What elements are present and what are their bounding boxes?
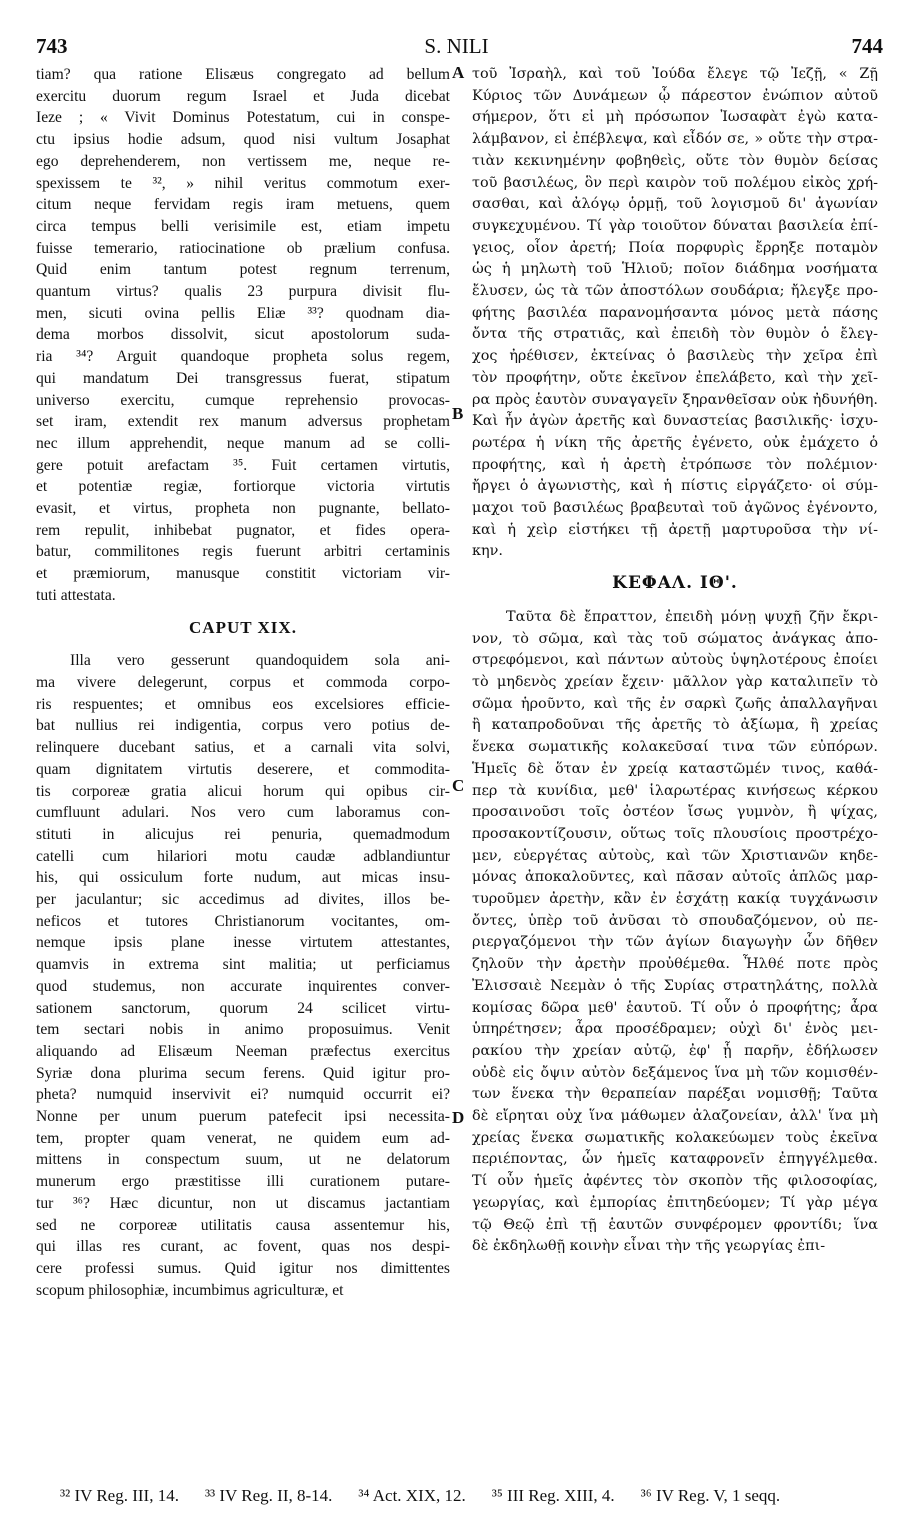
text-line: σήμερον, ὅτι εἰ μὴ πρόσωπον Ἰωσαφὰτ ἐγὼ κατα- bbox=[472, 109, 878, 126]
text-line: batur, commilitones regis fuerunt arbitri certaminis bbox=[36, 543, 450, 561]
page-number-left: 743 bbox=[36, 34, 68, 58]
text-line: Ἡμεῖς δὲ ὅταν ἐν χρείᾳ καταστῶμέν τινος, καθά- bbox=[472, 760, 878, 777]
text-line: quam dignitatem virtutis deserere, et commodita- bbox=[36, 760, 450, 778]
margin-letter-b: B bbox=[452, 404, 464, 423]
text-line: τοῦ βασιλέως, ὃν περὶ καιρὸν τοῦ πολέμου εἰκὸς χρή- bbox=[472, 174, 878, 191]
text-line: aliquando ad Elisæum Neeman præfectus exercitus bbox=[36, 1042, 450, 1060]
latin-paragraph-1 bbox=[36, 64, 450, 607]
text-line: fuisse temerario, ratiocinatione ob prælium confusa. bbox=[36, 239, 450, 257]
text-line: ριεργαζόμενοι τὴν τῶν ἁγίων διαγωγὴν ὧν δῆθεν bbox=[472, 934, 878, 951]
text-line: gere potuit arefactam ³⁵. Fuit certamen virtutis, bbox=[36, 456, 450, 474]
text-line: cumfluunt adulari. Nos vero cum laboramus con- bbox=[36, 804, 450, 822]
text-line: κην. bbox=[472, 543, 503, 560]
text-line: σασθαι, καὶ ἀλόγῳ ὁρμῇ, τοῦ λογισμοῦ δι' ἀγωνίαν bbox=[472, 196, 878, 213]
text-line: ἤργει ὁ ἀγωνιστὴς, καὶ ἡ πίστις εἰργάζετο· οἱ σύμ- bbox=[472, 478, 878, 495]
greek-paragraph-2 bbox=[472, 607, 878, 1258]
footnote: ³² IV Reg. III, 14. bbox=[60, 1486, 179, 1505]
text-line: sed ne corporeæ utilitatis causa assentemur his, bbox=[36, 1216, 450, 1234]
text-line: τὸν προφήτην, οὔτε ἐκεῖνον ἐπελάβετο, καὶ τὴν χεῖ- bbox=[472, 369, 878, 386]
footnote: ³³ IV Reg. II, 8-14. bbox=[204, 1486, 333, 1505]
text-line: τοῦ Ἰσραὴλ, καὶ τοῦ Ἰούδα ἔλεγε τῷ Ἰεζῇ, « Ζῇ bbox=[472, 66, 878, 82]
text-line: στρεφόμενοι, καὶ πάντων αὐτοὺς ὑψηλοτέρους ἐποίει bbox=[472, 652, 878, 669]
text-line: tis corporeæ gratia alicui horum qui opibus cir- bbox=[36, 782, 450, 800]
latin-column bbox=[36, 64, 450, 1301]
text-line: et potentiæ regiæ, fortiorque victoria virtutis bbox=[36, 478, 450, 496]
text-line: catelli cum hilariori motu caudæ adblandiuntur bbox=[36, 847, 450, 865]
text-line: evasit, et virtus, propheta non pugnante, bellato- bbox=[36, 500, 450, 518]
text-line: Ταῦτα δὲ ἔπραττον, ἐπειδὴ μόνῃ ψυχῇ ζῆν ἔκρι- bbox=[506, 608, 878, 625]
text-line: cere professi sumus. Quid igitur nos dimittentes bbox=[36, 1259, 450, 1277]
text-line: σῶμα ἡροῦντο, καὶ τῆς ἐν σαρκὶ ζωῆς ἀπαλλαγῆναι bbox=[472, 695, 878, 712]
text-line: δὲ εἴρηται οὐχ ἵνα μάθωμεν ἀλαζονείαν, ἀλλ' ἵνα μὴ bbox=[472, 1108, 878, 1125]
text-line: tuti attestata. bbox=[36, 586, 116, 604]
text-line: ρακίου τὴν χρείαν αὐτῷ, ἐφ' ᾗ παρῆν, ἐδήλωσεν bbox=[472, 1042, 878, 1059]
text-line: ma vivere delegerunt, corpus et commoda corpo- bbox=[36, 673, 450, 691]
text-line: περ τὰ κυνίδια, μεθ' ἱλαρωτέρας κινήσεως κέρκου bbox=[472, 782, 878, 799]
greek-column bbox=[472, 64, 878, 1258]
text-line: nec illum apprehendit, neque manum ad se colli- bbox=[36, 434, 450, 452]
text-line: relinquere ducebant satius, et a carnali vita solvi, bbox=[36, 739, 450, 757]
text-line: ego deprehenderem, non vertissem me, neque re- bbox=[36, 152, 450, 170]
text-line: his, qui ossiculum forte nudum, aut micas insu- bbox=[36, 869, 450, 887]
greek-chapter-heading: ΚΕΦΑΛ. ΙΘ'. bbox=[612, 573, 738, 594]
text-line: Nonne per unum puerum patefecit ipsi necessita- bbox=[36, 1108, 450, 1126]
text-line: τὸ μηδενὸς χρείαν ἔχειν· μᾶλλον γὰρ καταλιπεῖν τὸ bbox=[472, 673, 878, 690]
text-line: circa tempus belli verisimile est, etiam impetu bbox=[36, 217, 450, 235]
text-line: δὲ ἐκδηλωθῇ κοινὴν εἶναι τὴν τῆς γεωργίας ἐπι- bbox=[472, 1238, 826, 1255]
text-line: bat nullius rei indigentia, corpus vero potius de- bbox=[36, 717, 450, 735]
footnotes bbox=[60, 1486, 870, 1506]
text-line: οὐδὲ εἰς ὄψιν αὐτὸν δεξάμενος ἵνα μὴ τῶν κομισθέν- bbox=[472, 1064, 878, 1081]
text-line: ἕνεκα σωματικῆς κολακεῦσαί τινα τῶν εὐπόρων. bbox=[472, 739, 878, 756]
text-line: spexissem te ³², » nihil veritus commotum exer- bbox=[36, 174, 450, 192]
text-line: νον, τὸ σῶμα, καὶ τὰς τοῦ σώματος ἀνάγκας ἀπο- bbox=[472, 630, 878, 647]
text-line: tem sectari nobis in animo proposuimus. Venit bbox=[36, 1021, 450, 1039]
footnote: ³⁴ Act. XIX, 12. bbox=[358, 1486, 466, 1505]
text-line: munerum ergo præstitisse illi curationem putare- bbox=[36, 1173, 450, 1191]
text-line: Quid enim tantum potest regnum terrenum, bbox=[36, 261, 450, 279]
text-line: γειος, οἷον ἀρετή; Ποία πορφυρὶς ἔρρηξε ποταμὸν bbox=[472, 239, 878, 256]
text-line: ἔλυσεν, ὡς τὰ τῶν ἀποστόλων σουδάρια; ἤλεγξε προ- bbox=[472, 283, 878, 300]
text-line: ὡς ἡ μηλωτὴ τοῦ Ἡλιοῦ; ποῖον διάδημα νοσήματα bbox=[472, 261, 878, 278]
text-line: προσαινοῦσι τοῖς ὀστέον ἴσως γυμνὸν, ἢ ψίχας, bbox=[472, 804, 878, 821]
text-line: ζηλοῦν τὴν ἀρετὴν προὐθέμεθα. Ἦλθέ ποτε πρὸς bbox=[472, 956, 878, 973]
text-line: ris respuentes; et omnibus eos excelsiores efficie- bbox=[36, 695, 450, 713]
text-line: tur ³⁶? Hæc dicuntur, non ut discamus jactantiam bbox=[36, 1194, 450, 1212]
text-line: dema morbos dissolvit, sicut apostolorum suda- bbox=[36, 326, 450, 344]
text-line: quamvis in extrema sint malitia; ut perficiamus bbox=[36, 956, 450, 974]
text-line: ἢ καταπροδοῦναι τῆς ἀρετῆς τὸ ἀξίωμα, ἢ χρείας bbox=[472, 717, 878, 734]
text-line: προφήτης, καὶ ἡ ἀρετὴ ἐτρόπωσε τὸν πολέμιον· bbox=[472, 456, 878, 473]
text-line: Καὶ ἦν ἀγὼν ἀρετῆς καὶ δυναστείας βασιλικῆς· ἰσχυ- bbox=[472, 413, 878, 430]
text-line: Τί οὖν ἡμεῖς ἀφέντες τὸν σκοπὸν τῆς φιλοσοφίας, bbox=[472, 1173, 878, 1190]
text-line: scopum philosophiæ, incumbimus agriculturæ, et bbox=[36, 1281, 344, 1299]
text-line: quantum virtus? qualis 23 purpura divisit flu- bbox=[36, 283, 450, 301]
text-line: neficos et tutores Christianorum vocitantes, om- bbox=[36, 912, 450, 930]
text-line: mittens in conspectum suum, ut ne delatorum bbox=[36, 1151, 450, 1169]
text-line: τῷ Θεῷ ἐπὶ τῇ ἑαυτῶν συνφέρομεν φροντίδι; ἵνα bbox=[472, 1216, 878, 1233]
text-line: ὄντες, ὑπὲρ τοῦ ἀνῦσαι τὸ σπουδαζόμενον, οὐ πε- bbox=[472, 912, 878, 929]
text-line: stituti in alicujus rei penuria, quemadmodum bbox=[36, 825, 450, 843]
text-line: ὄντα τῆς στρατιᾶς, καὶ ἐπειδὴ τὸν θυμὸν ὁ ἔλεγ- bbox=[472, 326, 878, 343]
text-line: μαχοι τοῦ βασιλέως βραβευταὶ τοῦ ἀγῶνος ἐγένοντο, bbox=[472, 500, 878, 517]
text-line: sationem sanctorum, quorum 24 scilicet virtu- bbox=[36, 999, 450, 1017]
text-line: et præmiorum, manusque constitit victoriam vir- bbox=[36, 565, 450, 583]
footnote: ³⁶ IV Reg. V, 1 seqq. bbox=[640, 1486, 781, 1505]
text-line: Κύριος τῶν Δυνάμεων ᾧ πάρεστον ἐνώπιον αὐτοῦ bbox=[472, 87, 878, 104]
text-line: tem, propter quam venerat, ne quidem eum ad- bbox=[36, 1129, 450, 1147]
text-line: Ieze ; « Vivit Dominus Potestatum, cui in conspe- bbox=[36, 109, 450, 127]
text-line: ρα πρὸς ἑαυτὸν συναγαγεῖν ξηρανθεῖσαν οὐκ ἠδυνήθη. bbox=[472, 391, 878, 408]
text-line: exercitu duorum regum Israel et Juda dicebat bbox=[36, 87, 450, 105]
text-line: set iram, extendit rex manum adversus prophetam bbox=[36, 413, 450, 431]
latin-chapter-heading: CAPUT XIX. bbox=[189, 617, 297, 637]
text-line: μόνας ἀποκαλοῦντες, καὶ πᾶσαν αὐτοῖς ἁπλῶς μαρ- bbox=[472, 869, 878, 886]
text-line: των ἕνεκα τὴν θεραπείαν παρέξαι νομισθῇ; Ταῦτα bbox=[472, 1086, 878, 1103]
text-line: citum neque fervidam regis iram metuens, quem bbox=[36, 196, 450, 214]
text-line: φήτης βασιλέα παρανομήσαντα μόνος μετὰ πάσης bbox=[472, 304, 878, 321]
text-line: ria ³⁴? Arguit quandoque propheta solus regem, bbox=[36, 348, 450, 366]
text-line: χος ἠρέθισεν, ἐκτείνας ὁ βασιλεὺς τὴν χεῖρα ἐπὶ bbox=[472, 348, 878, 365]
running-title: S. NILI bbox=[424, 34, 489, 58]
text-line: rem repulit, inhibebat pugnator, et fides opera- bbox=[36, 521, 450, 539]
text-line: tiam? qua ratione Elisæus congregato ad bellum bbox=[36, 66, 450, 83]
text-line: συγκεχυμένου. Τί γὰρ τοιοῦτον δύναται βασιλεία ἐπί- bbox=[472, 217, 878, 234]
text-line: pheta? numquid inservivit ei? numquid occurrit ei? bbox=[36, 1086, 450, 1104]
latin-paragraph-2 bbox=[36, 650, 450, 1301]
text-line: Illa vero gesserunt quandoquidem sola ani- bbox=[70, 652, 450, 670]
text-line: γεωργίας, καὶ ἐμπορίας ἐπιτηδεύομεν; Τί γὰρ μέγα bbox=[472, 1194, 878, 1211]
page-number-right: 744 bbox=[851, 34, 883, 58]
text-line: ρωτέρα ἡ νίκη τῆς ἀρετῆς ἐγένετο, οὐκ ἐμάχετο ὁ bbox=[472, 434, 878, 451]
text-line: Ἐλισσαιὲ Νεεμὰν ὁ τῆς Συρίας στρατηλάτης, πολλὰ bbox=[472, 977, 878, 994]
text-line: Syriæ dona plurima secum ferens. Quid igitur pro- bbox=[36, 1064, 450, 1082]
text-line: ctu ipsius hodie adsum, quod nisi vultum Josaphat bbox=[36, 131, 450, 149]
text-line: περιέποντας, ὧν ἡμεῖς καταφρονεῖν ἐπηγγέλμεθα. bbox=[472, 1151, 878, 1168]
margin-letter-a: A bbox=[452, 63, 465, 82]
text-line: κομίσας δῶρα μεθ' ἑαυτοῦ. Τί οὖν ὁ προφήτης; ἆρα bbox=[472, 999, 878, 1016]
text-line: quod studemus, non accurate inquirentes conver- bbox=[36, 977, 450, 995]
greek-paragraph-1 bbox=[472, 64, 878, 563]
text-line: μεν, εὐεργέτας αὐτοὺς, καὶ τῶν Χριστιανῶν κηδε- bbox=[472, 847, 878, 864]
text-line: men, sicuti ovina pellis Eliæ ³³? quodnam dia- bbox=[36, 304, 450, 322]
text-line: προσακοντίζουσιν, οὕτως τοῖς πλουσίοις προστρέχο- bbox=[472, 825, 878, 842]
text-line: nemque ipsis plane inesse virtutem attestantes, bbox=[36, 934, 450, 952]
text-line: universo exercitu, cumque reprehensio provocas- bbox=[36, 391, 450, 409]
margin-letter-d: D bbox=[452, 1108, 465, 1127]
footnote: ³⁵ III Reg. XIII, 4. bbox=[491, 1486, 615, 1505]
text-line: τιὰν κεκινημένην φοβηθεὶς, οὔτε τὸν θυμὸν δείσας bbox=[472, 152, 878, 169]
text-line: per jaculantur; sic accedimus ad divites, illos be- bbox=[36, 891, 450, 909]
text-line: qui illas res curant, ac fovent, quas nos despi- bbox=[36, 1238, 450, 1256]
text-line: τυροῦμεν ἀρετὴν, κἂν ἐν ἐσχάτῃ κακίᾳ τυγχάνωσιν bbox=[472, 891, 878, 908]
text-line: λάμβανον, εἰ ἐπέβλεψα, καὶ εἶδόν σε, » οὔτε τὴν στρα- bbox=[472, 131, 878, 148]
page-header bbox=[0, 34, 913, 64]
text-line: καὶ ἡ χεὶρ εἱστήκει τῇ ἀρετῇ μαρτυροῦσα τὴν νί- bbox=[472, 521, 878, 538]
margin-letter-c: C bbox=[452, 776, 465, 795]
text-line: qui mandatum Dei transgressus fuerat, stipatum bbox=[36, 369, 450, 387]
text-line: ὑπηρέτησεν; ἆρα προσέδραμεν; οὐχὶ δι' ἑνὸς μει- bbox=[472, 1021, 878, 1038]
text-line: χρείας ἕνεκα σωματικῆς κολακεύωμεν τοὺς ἐκεῖνα bbox=[472, 1129, 878, 1146]
